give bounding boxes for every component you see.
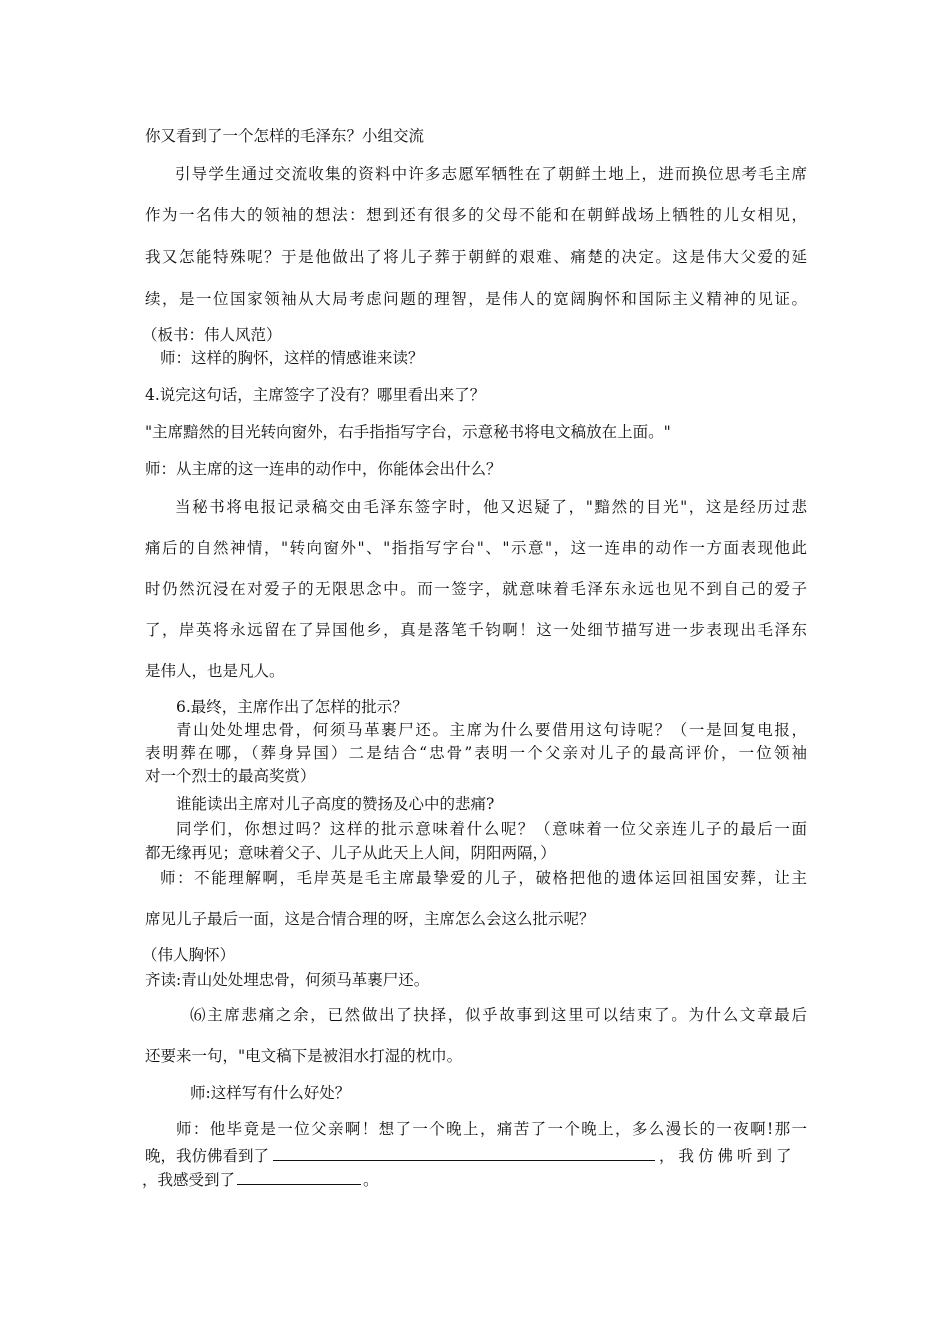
- blackboard-note: （伟人胸怀）: [142, 946, 236, 964]
- text-line: 了，岸英将永远留在了异国他乡，真是落笔千钧啊！这一处细节描写进一步表现出毛泽东: [145, 621, 807, 639]
- text-segment: 晚，我仿佛看到了: [145, 1147, 270, 1165]
- fill-in-line: [142, 1168, 379, 1190]
- text-line: 席见儿子最后一面，这是合情合理的呀，主席怎么会这么批示呢？: [145, 910, 595, 928]
- question-heading: 4.说完这句话，主席签字了没有？哪里看出来了？: [145, 386, 486, 404]
- text-line: 都无缘再见；意味着父子、儿子从此天上人间，阴阳两隔，）: [145, 844, 556, 862]
- text-line: 师：这样的胸怀，这样的情感谁来读？: [160, 349, 424, 367]
- text-line: 当秘书将电报记录稿交由毛泽东签字时，他又迟疑了，"黯然的目光"，这是经历过悲: [175, 498, 807, 516]
- text-line: 是伟人，也是凡人。: [145, 662, 285, 680]
- text-line: 青山处处埋忠骨，何须马革裹尸还。主席为什么要借用这句诗呢？（一是回复电报，: [176, 721, 807, 739]
- text-line: 还要来一句，"电文稿下是被泪水打湿的枕巾。: [145, 1047, 463, 1065]
- text-line: 师:这样写有什么好处？: [190, 1084, 351, 1102]
- text-line: 谁能读出主席对儿子高度的赞扬及心中的悲痛?: [176, 795, 495, 813]
- fill-in-line: [145, 1144, 796, 1166]
- text-line: 同学们，你想过吗？这样的批示意味着什么呢？（意味着一位父亲连儿子的最后一面: [176, 820, 807, 838]
- text-line: 作为一名伟大的领袖的想法：想到还有很多的父母不能和在朝鲜战场上牺牲的儿女相见，: [145, 206, 807, 224]
- text-line: 痛后的自然神情，"转向窗外"、"指指写字台"、"示意"，这一连串的动作一方面表现他此: [145, 539, 807, 557]
- text-line: 时仍然沉浸在对爱子的无限思念中。而一签字，就意味着毛泽东永远也见不到自己的爱子: [145, 580, 807, 598]
- text-segment: ，我感受到了: [142, 1171, 236, 1189]
- text-line: 齐读:青山处处埋忠骨，何须马革裹尸还。: [145, 971, 430, 989]
- question-heading: 6.最终，主席作出了怎样的批示？: [176, 698, 408, 716]
- text-line: 师：从主席的这一连串的动作中，你能体会出什么？: [145, 460, 502, 478]
- text-line: 续，是一位国家领袖从大局考虑问题的理智，是伟人的宽阔胸怀和国际主义精神的见证。: [145, 290, 807, 308]
- text-line: 对一个烈士的最高奖赏）: [145, 767, 316, 785]
- text-line: 引导学生通过交流收集的资料中许多志愿军牺牲在了朝鲜土地上，进而换位思考毛主席: [175, 165, 807, 183]
- text-line: 师：不能理解啊，毛岸英是毛主席最挚爱的儿子，破格把他的遗体运回祖国安葬，让主: [160, 869, 807, 887]
- answer-blank[interactable]: [273, 1144, 655, 1161]
- quote-line: "主席黯然的目光转向窗外，右手指指写字台，示意秘书将电文稿放在上面。": [145, 423, 671, 441]
- text-segment: 。: [363, 1171, 379, 1189]
- text-line: 你又看到了一个怎样的毛泽东？小组交流: [145, 127, 425, 145]
- text-line: ⑹主席悲痛之余，已然做出了抉择，似乎故事到这里可以结束了。为什么文章最后: [190, 1006, 807, 1024]
- text-segment: ，我仿佛听到了: [659, 1147, 796, 1165]
- answer-blank[interactable]: [237, 1168, 361, 1185]
- blackboard-note: （板书：伟人风范）: [142, 326, 282, 344]
- text-line: 我又怎能特殊呢？于是他做出了将儿子葬于朝鲜的艰难、痛楚的决定。这是伟大父爱的延: [145, 248, 807, 266]
- text-line: 师：他毕竟是一位父亲啊！想了一个晚上，痛苦了一个晚上，多么漫长的一夜啊!那一: [176, 1120, 807, 1138]
- text-line: 表明葬在哪，（葬身异国）二是结合“忠骨”表明一个父亲对儿子的最高评价，一位领袖: [145, 744, 807, 762]
